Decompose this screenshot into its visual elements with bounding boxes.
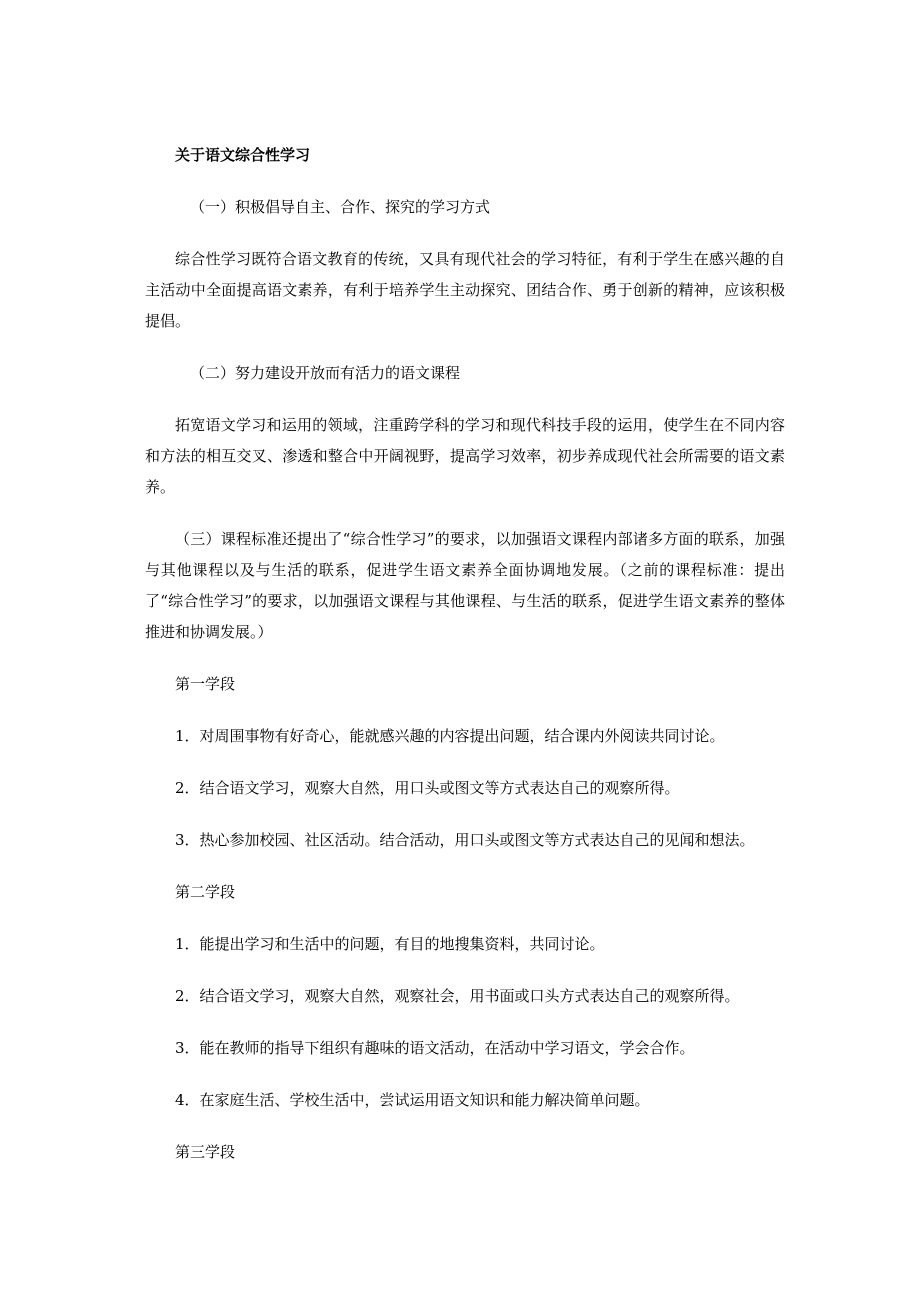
stage-2-heading: 第二学段 (175, 883, 236, 901)
stage-1-item: 1．对周围事物有好奇心，能就感兴趣的内容提出问题，结合课内外阅读共同讨论。 (175, 727, 725, 745)
stage-2-item: 3．能在教师的指导下组织有趣味的语文活动，在活动中学习语文，学会合作。 (175, 1039, 695, 1057)
section-heading-2: （二）努力建设开放而有活力的语文课程 (190, 364, 461, 382)
stage-1-item: 3．热心参加校园、社区活动。结合活动，用口头或图文等方式表达自己的见闻和想法。 (175, 831, 755, 849)
stage-2-item: 2．结合语文学习，观察大自然，观察社会，用书面或口头方式表达自己的观察所得。 (175, 987, 740, 1005)
stage-1-heading: 第一学段 (175, 675, 236, 693)
stage-2-item: 4．在家庭生活、学校生活中，尝试运用语文知识和能力解决简单问题。 (175, 1091, 650, 1109)
section-heading-1: （一）积极倡导自主、合作、探究的学习方式 (190, 198, 491, 216)
page-title: 关于语文综合性学习 (175, 146, 311, 164)
section-paragraph-3: （三）课程标准还提出了“综合性学习”的要求，以加强语文课程内部诸多方面的联系，加强与其他课程以及与生活的联系，促进学生语文素养全面协调地发展。（之前的课程标准：提出了“综合性学习”的要求，以加强语文课程与其他课程、与生活的联系，促进学生语文素养的整体推进和协调发展。） (145, 530, 785, 641)
section-paragraph-2: 拓宽语文学习和运用的领域，注重跨学科的学习和现代科技手段的运用，使学生在不同内容和方法的相互交叉、渗透和整合中开阔视野，提高学习效率，初步养成现代社会所需要的语文素养。 (145, 416, 785, 496)
stage-3-heading: 第三学段 (175, 1143, 236, 1161)
stage-2-item: 1．能提出学习和生活中的问题，有目的地搜集资料，共同讨论。 (175, 935, 605, 953)
document-body (145, 140, 785, 1189)
stage-1-item: 2．结合语文学习，观察大自然，用口头或图文等方式表达自己的观察所得。 (175, 779, 680, 797)
section-paragraph-1: 综合性学习既符合语文教育的传统，又具有现代社会的学习特征，有利于学生在感兴趣的自主活动中全面提高语文素养，有利于培养学生主动探究、团结合作、勇于创新的精神，应该积极提倡。 (145, 250, 785, 330)
